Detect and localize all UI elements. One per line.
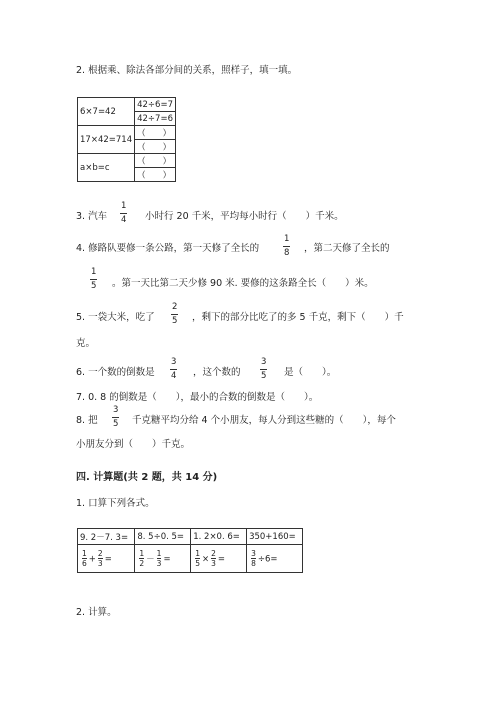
q5-line2: 克。 <box>76 338 96 349</box>
q4-pre: 4. 修路队要修一条公路，第一天修了全长的 <box>76 243 260 254</box>
q6-fraction-2 <box>260 358 267 380</box>
fraction-numerator: 2 <box>97 548 103 558</box>
operator: + <box>88 554 96 564</box>
fraction-numerator: 1 <box>284 234 290 244</box>
q6-fraction-1 <box>170 358 177 380</box>
q2-example-right-b: 42÷7=6 <box>135 112 176 126</box>
q2-example-left: 6×7=42 <box>78 98 135 126</box>
q2-prompt: 2. 根据乘、除法各部分间的关系，照样子，填一填。 <box>76 65 298 76</box>
q5-pre: 5. 一袋大米，吃了 <box>76 312 155 323</box>
calc1-cell <box>78 545 135 573</box>
fraction-denominator: 3 <box>97 559 103 568</box>
q4-post: 。第一天比第二天少修 90 米. 要修的这条路全长（ ）米。 <box>112 278 374 289</box>
calc1-cell: 8. 5÷0. 5= <box>135 529 191 545</box>
fraction-numerator: 2 <box>172 302 178 312</box>
fraction-denominator: 5 <box>91 280 97 291</box>
equals-sign: = <box>163 554 171 564</box>
q4-mid: ，第二天修了全长的 <box>304 243 390 254</box>
q2-blank[interactable]: （ ） <box>135 168 176 182</box>
q7-text: 7. 0. 8 的倒数是（ ），最小的合数的倒数是（ ）。 <box>76 392 319 403</box>
q2-row2-left: 17×42=714 <box>78 126 135 154</box>
fraction-denominator: 4 <box>121 214 127 225</box>
fraction-numerator: 3 <box>113 405 119 415</box>
q3-post: 小时行 20 千米，平均每小时行（ ）千米。 <box>145 211 344 222</box>
operator: ÷6= <box>257 554 278 564</box>
fraction-denominator: 5 <box>172 315 178 326</box>
operator: × <box>202 554 210 564</box>
q8-fraction <box>112 406 119 428</box>
fraction-denominator: 2 <box>139 559 145 568</box>
q2-table <box>77 97 176 182</box>
q2-blank[interactable]: （ ） <box>135 154 176 168</box>
q2-row3-left: a×b=c <box>78 154 135 182</box>
fraction-numerator: 3 <box>251 548 256 558</box>
q3-pre: 3. 汽车 <box>76 211 108 222</box>
fraction-denominator: 3 <box>156 559 162 568</box>
calc1-cell <box>135 545 191 573</box>
fraction-denominator: 6 <box>82 559 87 568</box>
q5-fraction <box>171 303 178 325</box>
calc1-cell <box>247 545 303 573</box>
fraction-numerator: 1 <box>82 548 87 558</box>
calc1-cell: 350+160= <box>247 529 303 545</box>
equals-sign: = <box>104 554 112 564</box>
equals-sign: = <box>217 554 226 564</box>
calc2-prompt: 2. 计算。 <box>76 607 117 618</box>
calc1-cell: 1. 2×0. 6= <box>191 529 247 545</box>
fraction-numerator: 3 <box>261 357 267 367</box>
q6-mid: ，这个数的 <box>193 367 241 378</box>
fraction-denominator: 5 <box>113 418 119 429</box>
q6-post: 是（ ）。 <box>284 367 337 378</box>
fraction-denominator: 8 <box>284 247 290 258</box>
q2-example-right-a: 42÷6=7 <box>135 98 176 112</box>
q4-fraction-2 <box>90 268 97 290</box>
q4-fraction-1 <box>283 235 290 257</box>
q6-pre: 6. 一个数的倒数是 <box>76 367 155 378</box>
fraction-denominator: 8 <box>251 559 256 568</box>
fraction-numerator: 3 <box>171 357 177 367</box>
fraction-numerator: 1 <box>121 201 127 211</box>
q8-line2: 小朋友分到（ ）千克。 <box>76 439 191 450</box>
calc1-table <box>77 528 303 573</box>
fraction-denominator: 5 <box>195 559 200 568</box>
calc1-prompt: 1. 口算下列各式。 <box>76 498 155 509</box>
q2-blank[interactable]: （ ） <box>135 126 176 140</box>
fraction-numerator: 2 <box>211 548 216 558</box>
fraction-denominator: 5 <box>261 370 267 381</box>
fraction-numerator: 1 <box>195 548 200 558</box>
q2-blank[interactable]: （ ） <box>135 140 176 154</box>
fraction-denominator: 3 <box>211 559 216 568</box>
calc1-cell <box>191 545 247 573</box>
fraction-numerator: 1 <box>139 548 145 558</box>
fraction-denominator: 4 <box>171 370 177 381</box>
q8-pre: 8. 把 <box>76 415 98 426</box>
q5-post: ，剩下的部分比吃了的多 5 千克，剩下（ ）千 <box>192 312 404 323</box>
q8-post: 千克糖平均分给 4 个小朋友，每人分到这些糖的（ ），每个 <box>132 415 396 426</box>
q3-fraction <box>120 202 127 224</box>
section-4-title: 四. 计算题(共 2 题，共 14 分) <box>76 472 218 483</box>
fraction-numerator: 1 <box>91 267 97 277</box>
calc1-cell: 9. 2－7. 3= <box>78 529 135 545</box>
fraction-numerator: 1 <box>156 548 162 558</box>
operator: － <box>146 554 155 564</box>
